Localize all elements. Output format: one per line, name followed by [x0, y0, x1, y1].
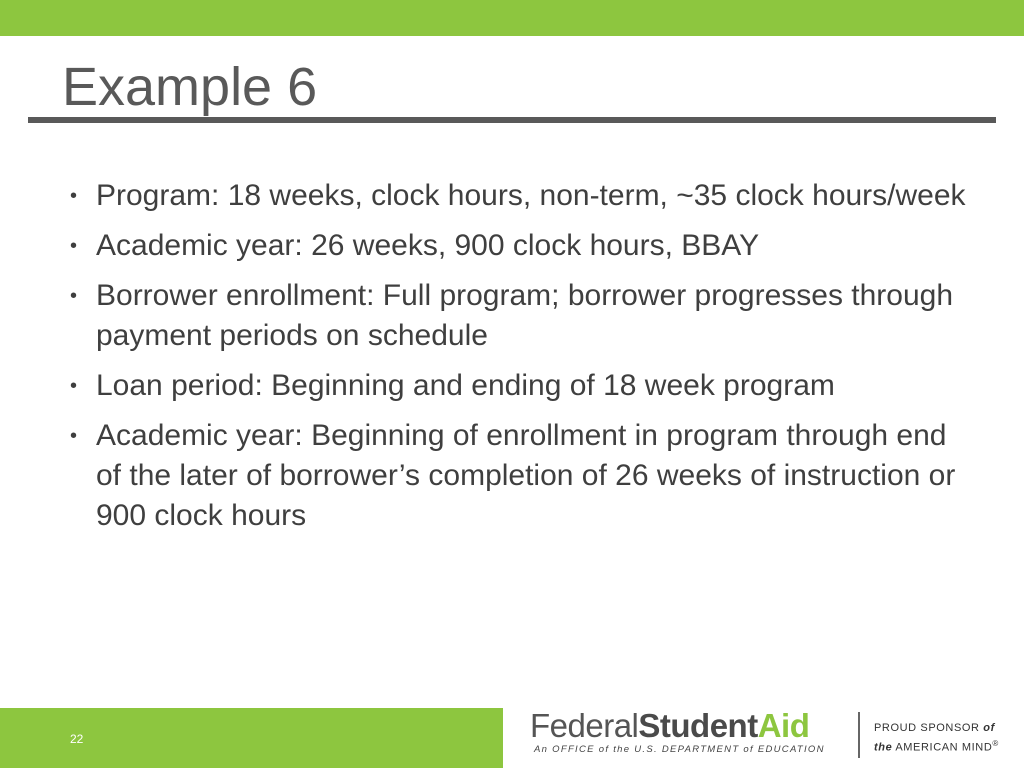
- logo-student-text: Student: [638, 707, 758, 744]
- bullet-icon: •: [70, 285, 78, 307]
- bullet-icon: •: [70, 375, 78, 397]
- bullet-item: [70, 226, 970, 266]
- registered-mark: ®: [992, 739, 999, 748]
- bullet-icon: •: [70, 185, 78, 207]
- logo-aid-text: Aid: [757, 707, 810, 744]
- bullet-item: [70, 366, 970, 406]
- logo-wordmark: [530, 706, 809, 746]
- bullet-icon: •: [70, 425, 78, 447]
- bullet-list: [70, 176, 970, 546]
- bullet-item: [70, 276, 970, 356]
- bullet-item: [70, 176, 970, 216]
- sponsor-line1-a: PROUD SPONSOR: [874, 722, 984, 734]
- bullet-icon: •: [70, 235, 78, 257]
- sponsor-line2-b: AMERICAN MIND: [892, 741, 993, 754]
- sponsor-text: [874, 720, 999, 756]
- logo-federal-text: Federal: [530, 707, 639, 744]
- federal-student-aid-logo: [530, 706, 1010, 762]
- bullet-text: Academic year: Beginning of enrollment in program through end of the later of borrower’s completion of 26 weeks of instruction or 900 clock hours: [96, 419, 956, 532]
- sponsor-line2-a: the: [874, 741, 893, 754]
- slide-title: Example 6: [62, 57, 318, 117]
- bullet-text: Academic year: 26 weeks, 900 clock hours, BBAY: [96, 229, 760, 262]
- bullet-item: [70, 416, 970, 536]
- page-number: 22: [70, 732, 84, 746]
- bullet-text: Loan period: Beginning and ending of 18 week program: [96, 369, 835, 402]
- title-underline: [28, 117, 996, 123]
- bullet-text: Program: 18 weeks, clock hours, non-term, ~35 clock hours/week: [96, 179, 966, 212]
- sponsor-line1-b: of: [983, 722, 995, 734]
- bullet-text: Borrower enrollment: Full program; borrower progresses through payment periods on schedule: [96, 279, 954, 352]
- top-accent-bar: [0, 0, 1024, 36]
- logo-divider: [858, 712, 860, 758]
- logo-tagline: An OFFICE of the U.S. DEPARTMENT of EDUCATION: [534, 744, 825, 755]
